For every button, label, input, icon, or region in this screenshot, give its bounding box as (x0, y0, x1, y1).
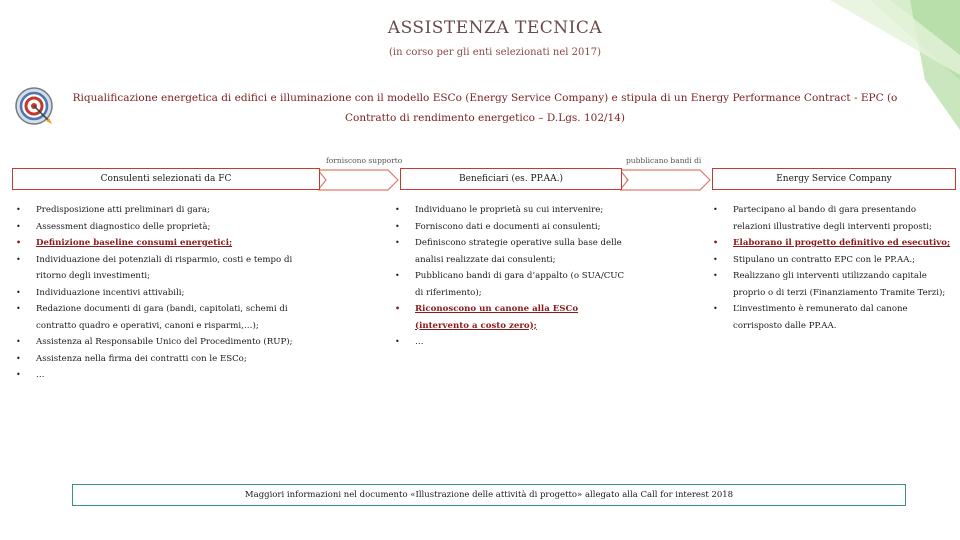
esco-task-list (713, 202, 953, 334)
target-icon (14, 86, 54, 126)
page-subtitle: (in corso per gli enti selezionati nel 2017) (389, 47, 601, 58)
actor-title-esco: Energy Service Company (776, 174, 892, 184)
list-item: • … (395, 334, 625, 351)
page-title: ASSISTENZA TECNICA (387, 18, 603, 38)
actor-box-consultants (12, 168, 320, 190)
list-item: • Individuazione dei potenziali di risparmio, costi e tempo di ritorno degli investimenti; (16, 252, 306, 285)
footer-text: Maggiori informazioni nel documento «Illustrazione delle attività di progetto» allegato alla Call for interest 2018 (244, 490, 734, 500)
list-item: • Forniscono dati e documenti ai consulenti; (395, 219, 625, 236)
actor-box-beneficiaries (400, 168, 622, 190)
consultants-task-list (16, 202, 306, 384)
list-item: • L’investimento è remunerato dal canone corrisposto dalle PP.AA. (713, 301, 953, 334)
list-item: • Riconoscono un canone alla ESCo (intervento a costo zero); (395, 301, 625, 334)
list-item: • Elaborano il progetto definitivo ed esecutivo; (713, 235, 953, 252)
list-item: • Partecipano al bando di gara presentando relazioni illustrative degli interventi proposti; (713, 202, 953, 235)
list-item: • Predisposizione atti preliminari di gara; (16, 202, 306, 219)
list-item: • Definiscono strategie operative sulla base delle analisi realizzate dai consulenti; (395, 235, 625, 268)
list-item: • Assessment diagnostico delle proprietà; (16, 219, 306, 236)
list-item: • Definizione baseline consumi energetici; (16, 235, 306, 252)
arrow-label-tenders: pubblicano bandi di (626, 156, 702, 165)
list-item: • … (16, 367, 306, 384)
list-item: • Redazione documenti di gara (bandi, capitolati, schemi di contratto quadro e operativi, canoni e risparmi,…); (16, 301, 306, 334)
list-item: • Stipulano un contratto EPC con le PP.AA.; (713, 252, 953, 269)
actor-title-beneficiaries: Beneficiari (es. PP.AA.) (458, 174, 564, 184)
intro-text: Riqualificazione energetica di edifici e illuminazione con il modello ESCo (Energy Service Company) e stipula di un Energy Performance Contract - EPC (o Contratto di rendimento energetico – D.Lgs. 102/14) (72, 92, 898, 124)
list-item: • Individuano le proprietà su cui intervenire; (395, 202, 625, 219)
arrow-label-support: forniscono supporto (326, 156, 403, 165)
list-item: • Individuazione incentivi attivabili; (16, 285, 306, 302)
beneficiaries-task-list (395, 202, 625, 351)
actor-title-consultants: Consulenti selezionati da FC (100, 174, 232, 184)
list-item: • Assistenza al Responsabile Unico del Procedimento (RUP); (16, 334, 306, 351)
arrow-consultants-to-beneficiaries (318, 168, 400, 192)
list-item: • Realizzano gli interventi utilizzando capitale proprio o di terzi (Finanziamento Tramite Terzi); (713, 268, 953, 301)
actor-box-esco (712, 168, 956, 190)
list-item: • Assistenza nella firma dei contratti con le ESCo; (16, 351, 306, 368)
footer-info-box (72, 484, 906, 506)
list-item: • Pubblicano bandi di gara d’appalto (o SUA/CUC di riferimento); (395, 268, 625, 301)
arrow-beneficiaries-to-esco (620, 168, 712, 192)
